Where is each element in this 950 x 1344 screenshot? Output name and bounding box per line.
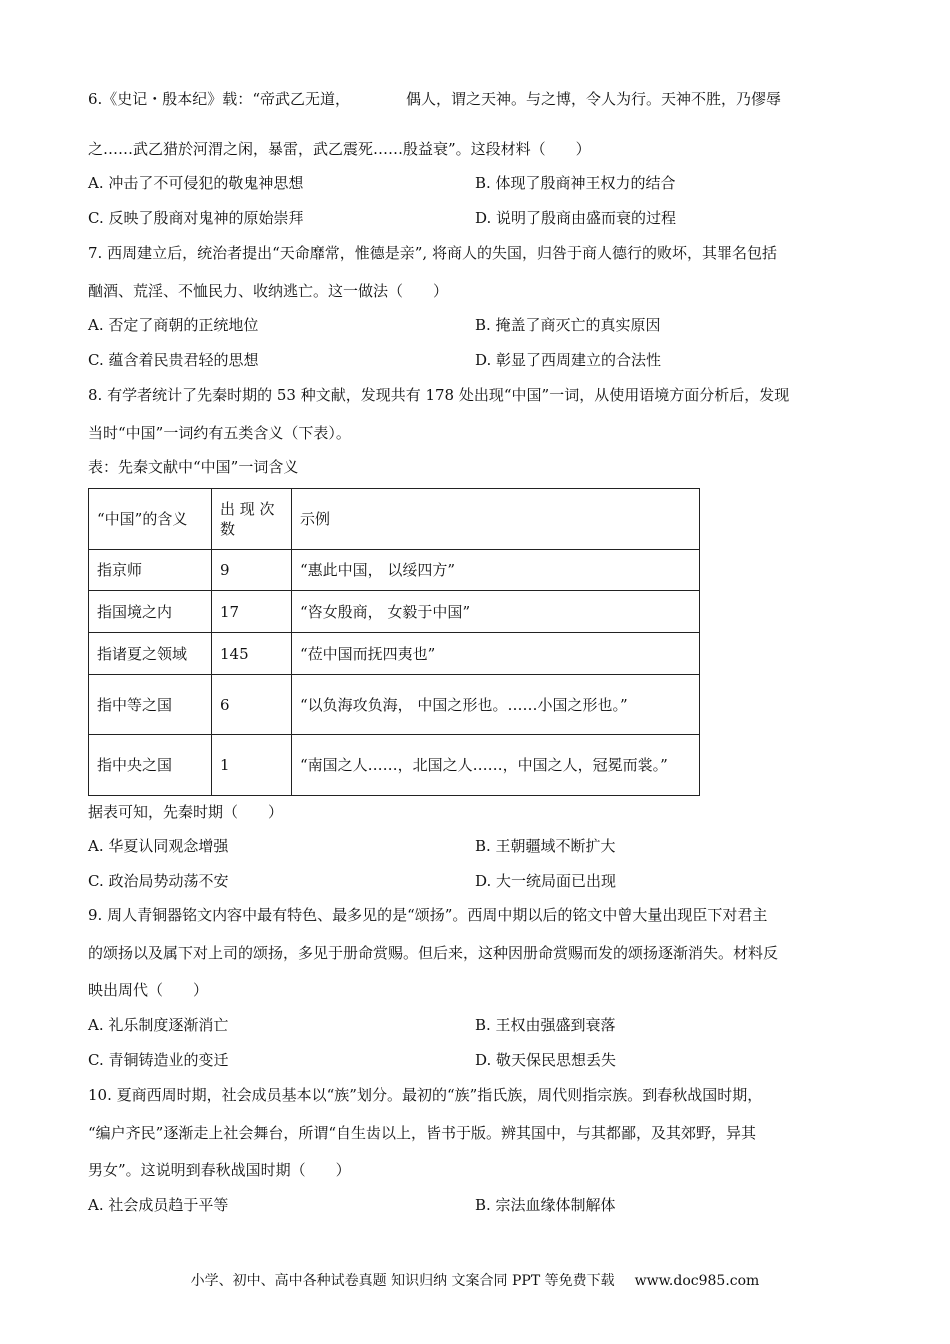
meaning-table <box>88 488 700 796</box>
table-cell: 17 <box>212 591 292 633</box>
q8-stem-line2: 当时“中国”一词约有五类含义（下表）。 <box>88 424 351 442</box>
q7-stem-line1: 7. 西周建立后，统治者提出“天命靡常，惟德是亲”, 将商人的失国，归咎于商人德行的败坏，其罪名包括 <box>88 244 777 262</box>
table-header-cell: 示例 <box>292 489 700 550</box>
q10-stem-line3: 男女”。这说明到春秋战国时期（ ） <box>88 1161 351 1179</box>
table-header-cell: “中国”的含义 <box>89 489 212 550</box>
table-cell: 指中等之国 <box>89 675 212 735</box>
q9-option-a: A. 礼乐制度逐渐消亡 <box>88 1016 229 1034</box>
table-cell: 145 <box>212 633 292 675</box>
table-cell: “惠此中国， 以绥四方” <box>292 550 700 591</box>
table-cell: “莅中国而抚四夷也” <box>292 633 700 675</box>
q6-option-d: D. 说明了殷商由盛而衰的过程 <box>475 209 677 227</box>
q8-option-a: A. 华夏认同观念增强 <box>88 837 229 855</box>
q10-stem-line1: 10. 夏商西周时期，社会成员基本以“族”划分。最初的“族”指氏族，周代则指宗族。到春秋战国时期， <box>88 1086 763 1104</box>
q8-option-c: C. 政治局势动荡不安 <box>88 872 229 890</box>
q6-option-b: B. 体现了殷商神王权力的结合 <box>475 174 676 192</box>
table-cell: 指京师 <box>89 550 212 591</box>
table-cell: 6 <box>212 675 292 735</box>
table-cell: 指国境之内 <box>89 591 212 633</box>
q6-stem-part2: 偶人，谓之天神。与之博，令人为行。天神不胜，乃僇辱 <box>405 90 781 108</box>
q9-stem-line1: 9. 周人青铜器铭文内容中最有特色、最多见的是“颂扬”。西周中期以后的铭文中曾大量出现臣下对君主 <box>88 906 768 924</box>
table-row <box>89 735 700 796</box>
footer-text: 小学、初中、高中各种试卷真题 知识归纳 文案合同 PPT 等免费下载 <box>190 1273 615 1289</box>
q6-stem-line1 <box>88 88 781 110</box>
table-cell: 指诸夏之领域 <box>89 633 212 675</box>
q8-stem-line3: 据表可知，先秦时期（ ） <box>88 803 284 821</box>
q6-option-c: C. 反映了殷商对鬼神的原始崇拜 <box>88 209 304 227</box>
q6-stem-line2: 之……武乙猎於河渭之闲，暴雷，武乙震死……殷益衰”。这段材料（ ） <box>88 140 591 158</box>
q10-stem-line2: “编户齐民”逐渐走上社会舞台，所谓“自生齿以上，皆书于版。辨其国中，与其都鄙，及其郊野，异其 <box>88 1124 757 1142</box>
q6-option-a: A. 冲击了不可侵犯的敬鬼神思想 <box>88 174 304 192</box>
table-header-row <box>89 489 700 550</box>
q10-option-b: B. 宗法血缘体制解体 <box>475 1196 616 1214</box>
q7-option-b: B. 掩盖了商灭亡的真实原因 <box>475 316 661 334</box>
table-cell: 指中央之国 <box>89 735 212 796</box>
q7-stem-line2: 酗酒、荒淫、不恤民力、收纳逃亡。这一做法（ ） <box>88 282 449 300</box>
table-cell: 9 <box>212 550 292 591</box>
q8-stem-line1: 8. 有学者统计了先秦时期的 53 种文献，发现共有 178 处出现“中国”一词，从使用语境方面分析后，发现 <box>88 386 790 404</box>
table-row <box>89 633 700 675</box>
q9-option-d: D. 敬天保民思想丢失 <box>475 1051 617 1069</box>
q8-option-b: B. 王朝疆域不断扩大 <box>475 837 616 855</box>
q10-option-a: A. 社会成员趋于平等 <box>88 1196 229 1214</box>
q6-stem-part1: 6.《史记・殷本纪》载：“帝武乙无道， <box>88 90 350 108</box>
footer-url[interactable]: www.doc985.com <box>634 1273 760 1289</box>
table-cell: “以负海攻负海， 中国之形也。……小国之形也。” <box>292 675 700 735</box>
page-footer <box>0 1270 950 1290</box>
table-caption: 表：先秦文献中“中国”一词含义 <box>88 458 299 476</box>
table-header-cell: 出 现 次数 <box>212 489 292 550</box>
q9-stem-line2: 的颂扬以及属下对上司的颂扬，多见于册命赏赐。但后来，这种因册命赏赐而发的颂扬逐渐消失。材料反 <box>88 944 779 962</box>
q9-option-b: B. 王权由强盛到衰落 <box>475 1016 616 1034</box>
q7-option-d: D. 彰显了西周建立的合法性 <box>475 351 662 369</box>
q7-option-a: A. 否定了商朝的正统地位 <box>88 316 259 334</box>
table-row <box>89 675 700 735</box>
table-row <box>89 550 700 591</box>
table-cell: “南国之人……，北国之人……，中国之人，冠冕而裳。” <box>292 735 700 796</box>
table-cell: 1 <box>212 735 292 796</box>
q9-stem-line3: 映出周代（ ） <box>88 981 209 999</box>
table-cell: “咨女殷商， 女毅于中国” <box>292 591 700 633</box>
q7-option-c: C. 蕴含着民贵君轻的思想 <box>88 351 259 369</box>
table-row <box>89 591 700 633</box>
q9-option-c: C. 青铜铸造业的变迁 <box>88 1051 229 1069</box>
q8-option-d: D. 大一统局面已出现 <box>475 872 617 890</box>
